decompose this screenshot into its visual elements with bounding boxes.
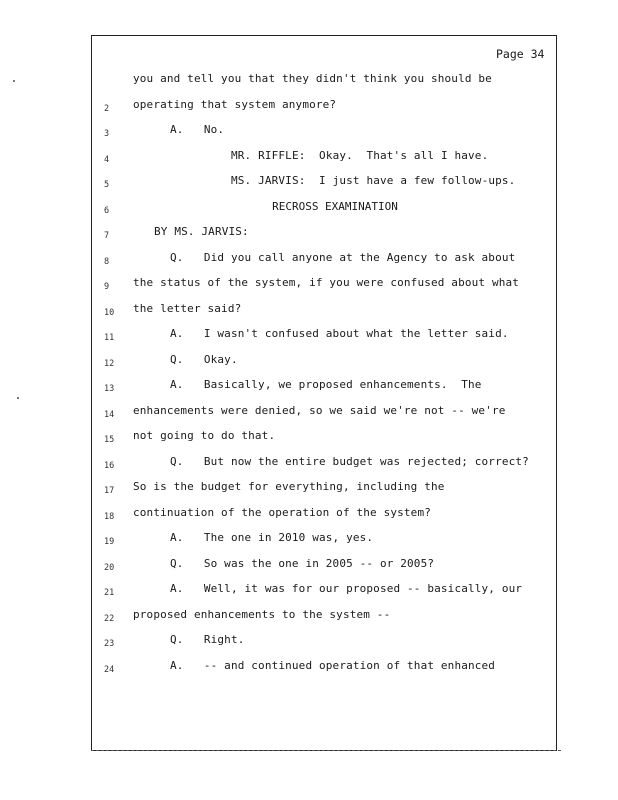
transcript-line: So is the budget for everything, including the [133, 480, 445, 493]
line-number: 18 [104, 512, 115, 522]
transcript-line: the status of the system, if you were confused about what [133, 276, 520, 289]
page-border [91, 35, 557, 751]
page-number: Page 34 [496, 47, 545, 61]
line-number: 6 [104, 206, 110, 216]
transcript-line: not going to do that. [133, 429, 276, 442]
line-number: 8 [104, 257, 110, 267]
line-number: 3 [104, 129, 110, 139]
transcript-line: A. -- and continued operation of that enhanced [170, 659, 496, 672]
line-number: 21 [104, 588, 115, 598]
line-number: 15 [104, 435, 115, 445]
transcript-line: Q. Right. [170, 633, 245, 646]
page-bottom-rule [91, 750, 561, 752]
line-number: 4 [104, 155, 110, 165]
transcript-line: A. No. [170, 123, 225, 136]
line-number: 10 [104, 308, 115, 318]
scan-speck [17, 397, 19, 399]
line-number: 13 [104, 384, 115, 394]
transcript-line: the letter said? [133, 302, 242, 315]
line-number: 14 [104, 410, 115, 420]
line-number: 17 [104, 486, 115, 496]
line-number: 20 [104, 563, 115, 573]
transcript-line: A. Basically, we proposed enhancements. The [170, 378, 482, 391]
line-number: 19 [104, 537, 115, 547]
line-number: 24 [104, 665, 115, 675]
transcript-line: enhancements were denied, so we said we're not -- we're [133, 404, 506, 417]
line-number: 7 [104, 231, 110, 241]
transcript-line: A. I wasn't confused about what the letter said. [170, 327, 509, 340]
line-number: 5 [104, 180, 110, 190]
line-number: 9 [104, 282, 110, 292]
line-number: 16 [104, 461, 115, 471]
transcript-line: continuation of the operation of the system? [133, 506, 431, 519]
transcript-line: Q. But now the entire budget was rejected; correct? [170, 455, 529, 468]
section-heading: RECROSS EXAMINATION [272, 200, 398, 213]
line-number: 11 [104, 333, 115, 343]
transcript-line: Q. Did you call anyone at the Agency to ask about [170, 251, 516, 264]
transcript-line: proposed enhancements to the system -- [133, 608, 391, 621]
transcript-line: MR. RIFFLE: Okay. That's all I have. [231, 149, 489, 162]
transcript-line: operating that system anymore? [133, 98, 337, 111]
transcript-line: A. The one in 2010 was, yes. [170, 531, 374, 544]
transcript-line: Q. Okay. [170, 353, 238, 366]
transcript-line: Q. So was the one in 2005 -- or 2005? [170, 557, 435, 570]
line-number: 12 [104, 359, 115, 369]
scan-speck [13, 80, 15, 82]
line-number: 2 [104, 104, 110, 114]
transcript-line: A. Well, it was for our proposed -- basically, our [170, 582, 523, 595]
transcript-line: you and tell you that they didn't think you should be [133, 72, 492, 85]
transcript-line: MS. JARVIS: I just have a few follow-ups. [231, 174, 516, 187]
transcript-line: BY MS. JARVIS: [154, 225, 249, 238]
line-number: 22 [104, 614, 115, 624]
line-number: 23 [104, 639, 115, 649]
